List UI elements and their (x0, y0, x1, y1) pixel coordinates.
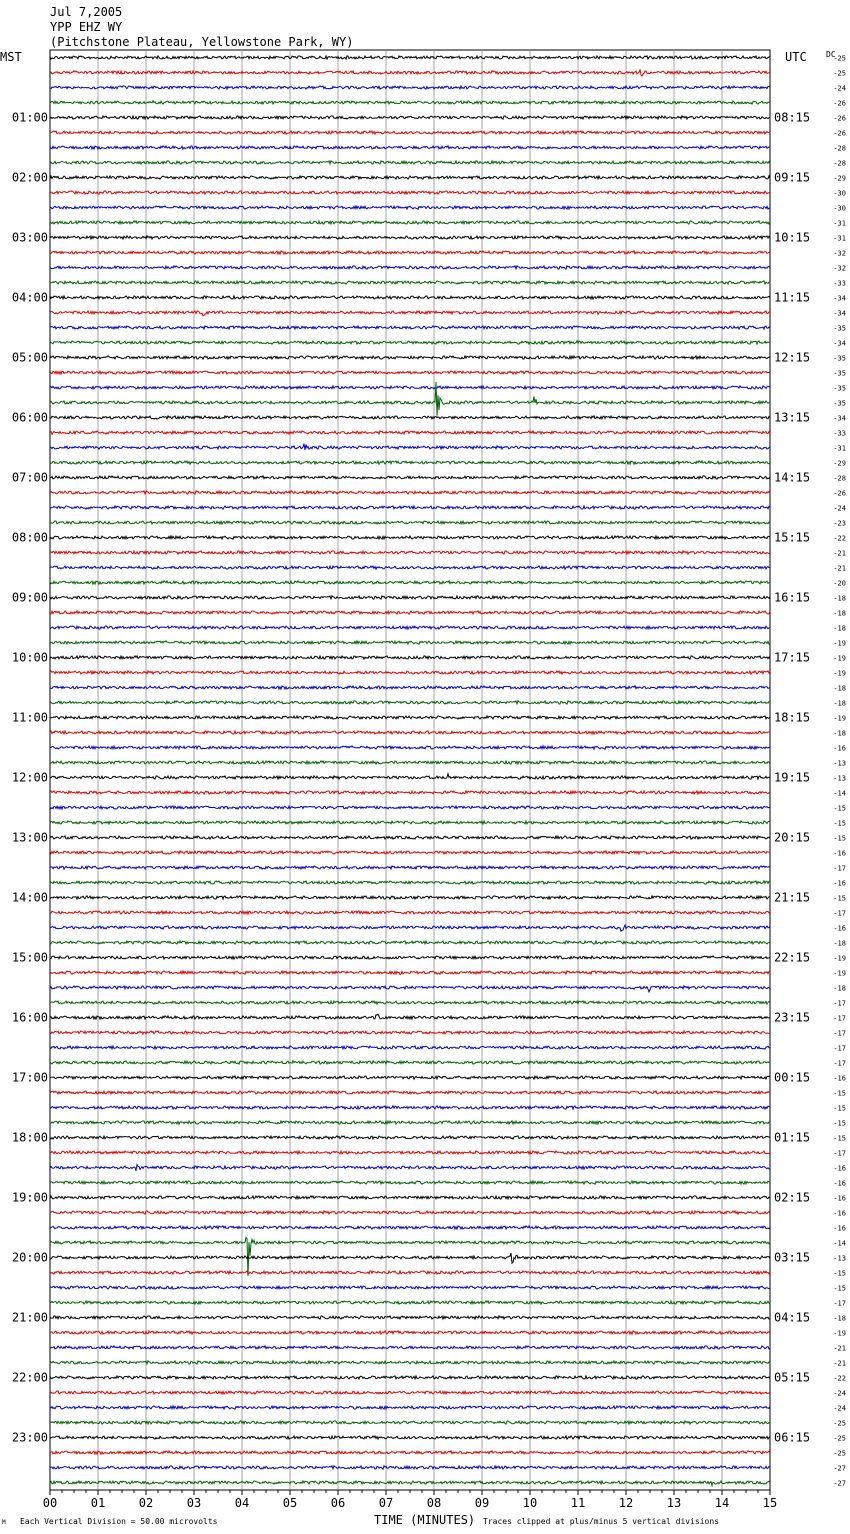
x-tick-label: 13 (666, 1496, 682, 1510)
utc-hour-label: 11:15 (774, 290, 811, 305)
dc-offset-value: -16 (833, 879, 846, 888)
seismic-trace (50, 671, 770, 674)
dc-offset-value: -23 (833, 519, 846, 528)
seismic-trace (50, 476, 770, 479)
dc-offset-value: -18 (833, 699, 846, 708)
x-tick-label: 00 (42, 1496, 58, 1510)
dc-offset-value: -28 (833, 159, 846, 168)
mst-hour-label: 01:00 (11, 110, 48, 125)
seismic-trace (50, 596, 770, 599)
dc-offset-value: -20 (833, 579, 846, 588)
seismic-trace (50, 686, 770, 689)
dc-offset-value: -33 (833, 279, 846, 288)
seismic-trace (50, 821, 770, 824)
seismic-trace (50, 656, 770, 659)
seismic-trace (50, 731, 770, 734)
seismic-trace (50, 1466, 770, 1469)
dc-offset-value: -16 (833, 744, 846, 753)
dc-offset-value: -35 (833, 399, 846, 408)
utc-hour-label: 06:15 (774, 1430, 811, 1445)
utc-hour-label: 23:15 (774, 1010, 811, 1025)
seismic-trace (50, 1376, 770, 1379)
dc-offset-value: -27 (833, 1479, 846, 1488)
dc-offset-value: -16 (833, 1209, 846, 1218)
seismic-trace (50, 551, 770, 554)
seismic-trace (50, 1406, 770, 1409)
dc-offset-value: -26 (833, 114, 846, 123)
dc-offset-value: -15 (833, 819, 846, 828)
dc-offset-value: -28 (833, 474, 846, 483)
seismic-trace (50, 1253, 770, 1263)
mst-hour-label: 15:00 (11, 950, 48, 965)
seismic-trace (50, 1001, 770, 1004)
mst-hour-label: 22:00 (11, 1370, 48, 1385)
mst-hour-label: 21:00 (11, 1310, 48, 1325)
seismic-trace (50, 1106, 770, 1109)
seismic-trace (50, 461, 770, 464)
dc-offset-value: -18 (833, 729, 846, 738)
mst-hour-label: 13:00 (11, 830, 48, 845)
dc-offset-value: -35 (833, 324, 846, 333)
seismic-trace (50, 626, 770, 629)
seismic-trace (50, 1286, 770, 1289)
seismic-trace (50, 341, 770, 344)
seismic-trace (50, 1076, 770, 1079)
dc-offset-value: -18 (833, 609, 846, 618)
dc-offset-value: -21 (833, 564, 846, 573)
seismic-trace (50, 251, 770, 254)
seismic-trace (50, 641, 770, 644)
mst-hour-label: 20:00 (11, 1250, 48, 1265)
seismic-trace (50, 311, 770, 316)
dc-offset-value: -17 (833, 864, 846, 873)
seismic-trace (50, 1331, 770, 1334)
dc-offset-value: -24 (833, 504, 846, 513)
seismic-trace (50, 1014, 770, 1019)
seismic-trace (50, 416, 770, 419)
x-tick-label: 03 (186, 1496, 202, 1510)
dc-offset-value: -21 (833, 549, 846, 558)
scale-note: Each Vertical Division = 50.00 microvolts (20, 1517, 218, 1526)
seismic-trace (50, 896, 770, 899)
seismic-trace (50, 581, 770, 584)
seismic-trace (50, 176, 770, 179)
dc-offset-value: -15 (833, 1284, 846, 1293)
seismic-trace (50, 1271, 770, 1274)
dc-offset-value: -16 (833, 849, 846, 858)
dc-offset-value: -19 (833, 639, 846, 648)
dc-offset-value: -34 (833, 414, 846, 423)
utc-hour-label: 17:15 (774, 650, 811, 665)
x-tick-label: 06 (330, 1496, 346, 1510)
utc-hour-label: 16:15 (774, 590, 811, 605)
dc-offset-value: -26 (833, 129, 846, 138)
seismic-trace (50, 521, 770, 524)
seismic-trace (50, 1436, 770, 1439)
dc-offset-value: -29 (833, 174, 846, 183)
seismic-trace (50, 191, 770, 194)
utc-hour-label: 03:15 (774, 1250, 811, 1265)
utc-hour-label: 00:15 (774, 1070, 811, 1085)
mst-hour-label: 08:00 (11, 530, 48, 545)
dc-offset-value: -18 (833, 1314, 846, 1323)
dc-offset-value: -25 (833, 1434, 846, 1443)
seismic-trace (50, 611, 770, 614)
dc-offset-value: -15 (833, 804, 846, 813)
seismic-trace (50, 116, 770, 119)
mst-hour-label: 16:00 (11, 1010, 48, 1025)
header-date: Jul 7,2005 (50, 5, 123, 19)
seismic-trace (50, 281, 770, 284)
seismic-trace (50, 236, 770, 239)
dc-offset-value: -17 (833, 1149, 846, 1158)
seismic-trace (50, 1136, 770, 1139)
utc-hour-label: 14:15 (774, 470, 811, 485)
seismic-trace (50, 1361, 770, 1364)
seismic-trace (50, 1121, 770, 1124)
dc-offset-value: -35 (833, 384, 846, 393)
dc-offset-value: -24 (833, 1404, 846, 1413)
seismic-trace (50, 1301, 770, 1304)
x-tick-label: 14 (714, 1496, 730, 1510)
dc-offset-value: -17 (833, 1059, 846, 1068)
seismic-trace (50, 1421, 770, 1424)
mst-hour-label: 09:00 (11, 590, 48, 605)
dc-offset-value: -17 (833, 909, 846, 918)
dc-offset-group (833, 55, 846, 1488)
seismic-trace (50, 1316, 770, 1319)
clip-note: Traces clipped at plus/minus 5 vertical divisions (483, 1517, 720, 1526)
seismic-trace (50, 101, 770, 104)
dc-offset-value: -18 (833, 594, 846, 603)
dc-offset-value: -34 (833, 309, 846, 318)
utc-hour-label: 13:15 (774, 410, 811, 425)
seismic-trace (50, 1451, 770, 1454)
dc-offset-value: -25 (833, 69, 846, 78)
dc-offset-value: -31 (833, 219, 846, 228)
utc-hour-label: 02:15 (774, 1190, 811, 1205)
dc-offset-value: -18 (833, 984, 846, 993)
dc-offset-value: -21 (833, 1344, 846, 1353)
seismic-trace (50, 1091, 770, 1094)
seismic-trace (50, 444, 770, 450)
dc-offset-value: -27 (833, 1464, 846, 1473)
dc-offset-value: -15 (833, 894, 846, 903)
dc-offset-value: -31 (833, 234, 846, 243)
trace-group (50, 56, 770, 1486)
utc-hour-label: 20:15 (774, 830, 811, 845)
dc-offset-value: -22 (833, 1374, 846, 1383)
dc-offset-value: -21 (833, 1359, 846, 1368)
seismic-trace (50, 791, 770, 794)
seismic-trace (50, 566, 770, 569)
header-location: (Pitchstone Plateau, Yellowstone Park, WY) (50, 35, 354, 49)
mst-hour-label: 18:00 (11, 1130, 48, 1145)
utc-label-group (774, 111, 810, 1445)
dc-offset-value: -28 (833, 144, 846, 153)
dc-offset-value: -16 (833, 1074, 846, 1083)
utc-hour-label: 18:15 (774, 710, 811, 725)
header-station: YPP EHZ WY (50, 20, 123, 34)
seismic-trace (50, 371, 770, 374)
seismic-trace (50, 925, 770, 931)
seismic-trace (50, 386, 770, 389)
seismic-trace (50, 881, 770, 884)
dc-offset-value: -25 (833, 1419, 846, 1428)
dc-offset-value: -30 (833, 204, 846, 213)
dc-offset-value: -19 (833, 654, 846, 663)
seismic-trace (50, 836, 770, 839)
seismic-trace (50, 716, 770, 719)
seismic-trace (50, 491, 770, 494)
dc-offset-value: -16 (833, 924, 846, 933)
x-axis-ticks (43, 1490, 777, 1510)
x-tick-label: 09 (474, 1496, 490, 1510)
mst-hour-label: 05:00 (11, 350, 48, 365)
x-tick-label: 07 (378, 1496, 394, 1510)
dc-offset-value: -15 (833, 1089, 846, 1098)
dc-offset-value: -26 (833, 489, 846, 498)
mst-hour-label: 19:00 (11, 1190, 48, 1205)
seismic-trace (50, 356, 770, 359)
dc-offset-value: -18 (833, 684, 846, 693)
dc-offset-value: -19 (833, 954, 846, 963)
seismic-trace (50, 941, 770, 944)
utc-hour-label: 04:15 (774, 1310, 811, 1325)
mst-hour-label: 10:00 (11, 650, 48, 665)
x-tick-label: 12 (618, 1496, 634, 1510)
dc-offset-value: -33 (833, 429, 846, 438)
seismic-trace (50, 296, 770, 299)
seismic-trace (50, 221, 770, 224)
right-axis-label: UTC (785, 50, 807, 64)
dc-offset-value: -30 (833, 189, 846, 198)
seismic-trace (50, 1196, 770, 1199)
dc-offset-value: -17 (833, 1044, 846, 1053)
dc-offset-value: -19 (833, 714, 846, 723)
x-tick-label: 11 (570, 1496, 586, 1510)
utc-hour-label: 21:15 (774, 890, 811, 905)
dc-offset-value: -32 (833, 249, 846, 258)
dc-offset-value: -34 (833, 339, 846, 348)
mst-hour-label: 07:00 (11, 470, 48, 485)
dc-offset-value: -19 (833, 1329, 846, 1338)
seismic-trace (50, 431, 770, 434)
dc-offset-value: -32 (833, 264, 846, 273)
seismic-trace (50, 536, 770, 539)
dc-offset-value: -35 (833, 369, 846, 378)
dc-offset-value: -18 (833, 624, 846, 633)
dc-offset-value: -25 (833, 1449, 846, 1458)
utc-hour-label: 22:15 (774, 950, 811, 965)
x-tick-label: 02 (138, 1496, 154, 1510)
mst-hour-label: 04:00 (11, 290, 48, 305)
seismic-trace (50, 266, 770, 269)
seismic-trace (50, 1226, 770, 1229)
dc-offset-value: -15 (833, 834, 846, 843)
x-axis-title: TIME (MINUTES) (374, 1513, 476, 1527)
dc-offset-value: -34 (833, 294, 846, 303)
seismic-trace (50, 1391, 770, 1394)
seismic-trace (50, 911, 770, 914)
corner-mark: M (2, 1519, 6, 1526)
seismic-trace (50, 1165, 770, 1171)
dc-offset-value: -16 (833, 1164, 846, 1173)
seismic-trace (50, 1046, 770, 1049)
dc-offset-value: -17 (833, 1029, 846, 1038)
mst-hour-label: 11:00 (11, 710, 48, 725)
utc-hour-label: 12:15 (774, 350, 811, 365)
dc-offset-value: -16 (833, 1194, 846, 1203)
mst-hour-label: 02:00 (11, 170, 48, 185)
seismic-trace (50, 746, 770, 749)
dc-offset-value: -17 (833, 1299, 846, 1308)
dc-offset-value: -17 (833, 1014, 846, 1023)
seismic-trace (50, 866, 770, 869)
x-tick-label: 05 (282, 1496, 298, 1510)
x-tick-label: 15 (762, 1496, 778, 1510)
dc-offset-value: -26 (833, 99, 846, 108)
mst-hour-label: 06:00 (11, 410, 48, 425)
seismic-trace (50, 1181, 770, 1184)
dc-offset-value: -19 (833, 969, 846, 978)
seismic-trace (50, 1031, 770, 1034)
seismic-trace (50, 56, 770, 59)
seismic-trace (50, 326, 770, 329)
x-tick-label: 08 (426, 1496, 442, 1510)
seismic-trace (50, 506, 770, 509)
x-tick-label: 04 (234, 1496, 250, 1510)
utc-hour-label: 19:15 (774, 770, 811, 785)
utc-hour-label: 09:15 (774, 170, 811, 185)
dc-offset-value: -31 (833, 444, 846, 453)
dc-offset-value: -15 (833, 1104, 846, 1113)
dc-offset-value: -15 (833, 1134, 846, 1143)
seismic-trace (50, 86, 770, 89)
seismic-trace (50, 206, 770, 209)
seismic-trace (50, 971, 770, 975)
dc-offset-value: -17 (833, 999, 846, 1008)
seismic-trace (50, 851, 770, 854)
seismic-trace (50, 774, 770, 779)
seismic-trace (50, 986, 770, 992)
utc-hour-label: 05:15 (774, 1370, 811, 1385)
mst-hour-label: 23:00 (11, 1430, 48, 1445)
dc-offset-value: -15 (833, 1119, 846, 1128)
dc-offset-value: -29 (833, 459, 846, 468)
dc-offset-value: -18 (833, 939, 846, 948)
seismic-trace (50, 761, 770, 764)
mst-hour-label: 14:00 (11, 890, 48, 905)
utc-hour-label: 08:15 (774, 110, 811, 125)
utc-hour-label: 10:15 (774, 230, 811, 245)
utc-hour-label: 01:15 (774, 1130, 811, 1145)
seismic-trace (50, 1061, 770, 1064)
left-axis-label: MST (0, 50, 22, 64)
mst-hour-label: 12:00 (11, 770, 48, 785)
dc-offset-value: -14 (833, 789, 846, 798)
seismic-trace (50, 1211, 770, 1214)
dc-offset-value: -19 (833, 669, 846, 678)
seismic-trace (50, 806, 770, 809)
dc-offset-value: -35 (833, 354, 846, 363)
mst-hour-label: 17:00 (11, 1070, 48, 1085)
dc-offset-value: -15 (833, 1269, 846, 1278)
dc-offset-value: -22 (833, 534, 846, 543)
dc-offset-value: -13 (833, 1254, 846, 1263)
dc-offset-value: -25 (833, 54, 846, 63)
seismic-trace (50, 161, 770, 164)
x-tick-label: 01 (90, 1496, 106, 1510)
seismic-trace (50, 956, 770, 959)
mst-label-group (12, 111, 48, 1445)
seismic-trace (50, 1481, 770, 1486)
seismic-trace (50, 146, 770, 149)
seismic-trace (50, 131, 770, 134)
dc-offset-value: -13 (833, 774, 846, 783)
mst-hour-label: 03:00 (11, 230, 48, 245)
dc-offset-value: -24 (833, 1389, 846, 1398)
seismic-trace (50, 69, 770, 76)
dc-offset-value: -14 (833, 1239, 846, 1248)
dc-offset-value: -16 (833, 1179, 846, 1188)
dc-offset-value: -13 (833, 759, 846, 768)
seismic-trace (50, 1346, 770, 1349)
dc-offset-value: -24 (833, 84, 846, 93)
dc-label: DC (826, 50, 836, 59)
dc-offset-value: -16 (833, 1224, 846, 1233)
x-tick-label: 10 (522, 1496, 538, 1510)
seismic-trace (50, 701, 770, 704)
seismic-trace (50, 1151, 770, 1154)
utc-hour-label: 15:15 (774, 530, 811, 545)
